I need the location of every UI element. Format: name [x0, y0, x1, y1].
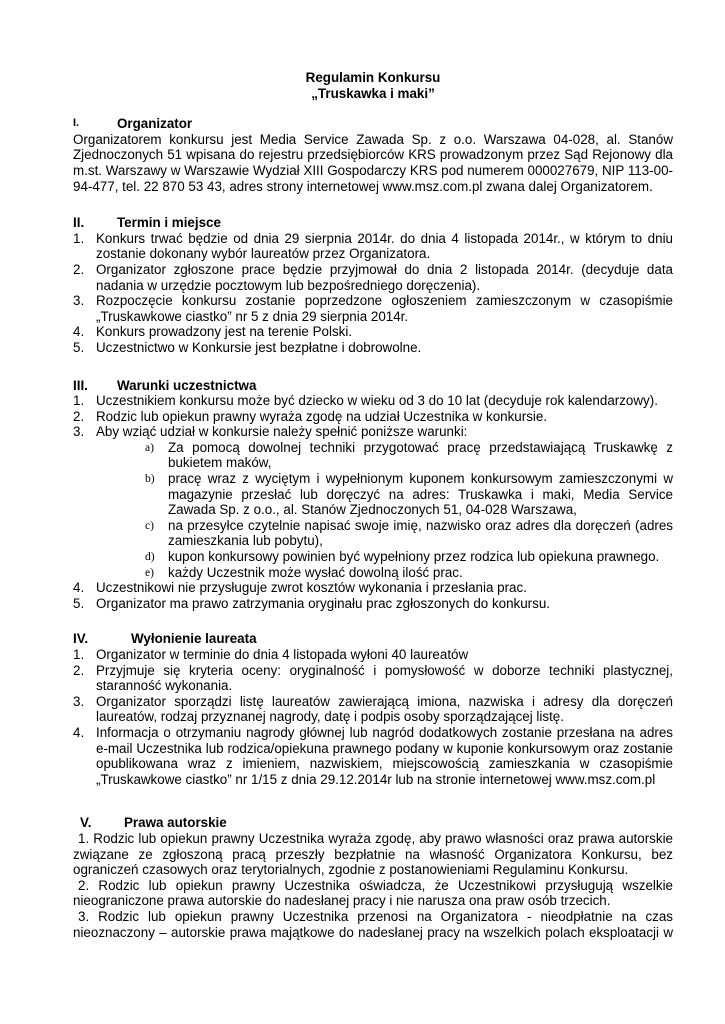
- section-number: II.: [73, 215, 85, 231]
- sublist-item: [73, 549, 673, 565]
- subitem-text: kupon konkursowy powinien być wypełniony przez rodzica lub opiekuna prawnego.: [168, 549, 660, 565]
- section-title: Termin i miejsce: [117, 215, 221, 231]
- section-title: Warunki uczestnictwa: [117, 377, 257, 393]
- item-text: Konkurs prowadzony jest na terenie Polski.: [96, 324, 353, 340]
- subitem-letter: d): [145, 551, 155, 564]
- subitem-text: pracę wraz z wyciętym i wypełnionym kuponem konkursowym zamieszczonymi w magazynie przesłać lub doręczyć na adres: Truskawka i maki, Media Service Zawada Sp. z o.o., al. Stanów Zjednoczonych 51, 04-028 Warszawa,: [168, 471, 673, 518]
- list-item: [73, 409, 673, 425]
- document-title: Regulamin Konkursu: [305, 70, 441, 85]
- item-text: Uczestnikowi nie przysługuje zwrot kosztów wykonania i przesłania prac.: [96, 580, 527, 596]
- list-item: [73, 424, 673, 440]
- item-text: Informacja o otrzymaniu nagrody głównej lub nagród dodatkowych zostanie przesłana na adres e-mail Uczestnika lub rodzica/opiekuna prawnego podany w kuponie konkursowym oraz zostanie opublikowana wraz z imieniem, nazwiskiem, miejscowością zamieszkania w czasopiśmie „Truskawkowe ciastko” nr 1/15 z dnia 29.12.2014r lub na stronie internetowej www.msz.com.pl: [96, 724, 673, 787]
- wylonienie-list: [73, 647, 673, 787]
- item-text: Rodzic lub opiekun prawny wyraża zgodę na udział Uczestnika w konkursie.: [96, 408, 548, 424]
- section-number: IV.: [73, 631, 89, 647]
- list-item: [73, 231, 673, 262]
- item-number: 1.: [73, 230, 85, 246]
- item-text: Rozpoczęcie konkursu zostanie poprzedzone ogłoszeniem zamieszczonym w czasopiśmie „Truskawkowe ciastko” nr 5 z dnia 29 sierpnia 2014r.: [96, 293, 673, 324]
- section-heading-termin: [73, 215, 673, 231]
- list-item: [73, 580, 673, 596]
- warunki-sublist: [73, 440, 673, 580]
- document-subtitle: „Truskawka i maki”: [311, 85, 435, 101]
- section-heading-prawa: [73, 815, 673, 831]
- list-item: [73, 293, 673, 324]
- subitem-letter: b): [145, 473, 155, 486]
- subitem-text: na przesyłce czytelnie napisać swoje imię, nazwisko oraz adres dla doręczeń (adres zamieszkania lub pobytu),: [168, 517, 673, 549]
- item-text: Uczestnikiem konkursu może być dziecko w wieku od 3 do 10 lat (decyduje rok kalendarzowy).: [96, 393, 658, 409]
- document-content: [73, 70, 673, 940]
- section-number: V.: [80, 815, 92, 831]
- item-number: 3.: [73, 293, 85, 309]
- sublist-item: [73, 440, 673, 471]
- section-title: Prawa autorskie: [124, 815, 227, 831]
- item-number: 4.: [73, 580, 85, 596]
- sublist-item: [73, 518, 673, 549]
- item-number: 1.: [73, 647, 85, 662]
- subitem-text: każdy Uczestnik może wysłać dowolną ilość prac.: [168, 564, 463, 580]
- list-item: [73, 725, 673, 787]
- item-number: 4.: [73, 724, 85, 740]
- rights-paragraph-1: 1. Rodzic lub opiekun prawny Uczestnika wyraża zgodę, aby prawo własności oraz prawa autorskie związane ze zgłoszoną pracą przeszły bezpłatnie na własność Organizatora Konkursu, bez ograniczeń czasowych oraz terytorialnych, zgodnie z postanowieniami Regulaminu Konkursu.: [73, 830, 673, 878]
- item-number: 3.: [73, 693, 85, 709]
- warunki-list: [73, 393, 673, 440]
- item-text: Organizator w terminie do dnia 4 listopada wyłoni 40 laureatów: [96, 647, 469, 662]
- item-text: Aby wziąć udział w konkursie należy spełnić poniższe warunki:: [96, 424, 468, 440]
- subitem-letter: a): [145, 441, 154, 454]
- section-heading-wylonienie: [73, 631, 673, 647]
- list-item: [73, 340, 673, 356]
- item-text: Konkurs trwać będzie od dnia 29 sierpnia 2014r. do dnia 4 listopada 2014r., w którym to dniu zostanie dokonany wybór laureatów przez Organizatora.: [96, 230, 673, 262]
- list-item: [73, 393, 673, 409]
- organizer-paragraph: Organizatorem konkursu jest Media Service Zawada Sp. z o.o. Warszawa 04-028, al. Stanów Zjednoczonych 51 wpisana do rejestru przedsiębiorców KRS prowadzonym przez Sąd Rejonowy dla m.st. Warszawy w Warszawie Wydział XIII Gospodarczy KRS pod numerem 000027679, NIP 113-00-94-477, tel. 22 870 53 43, adres strony internetowej www.msz.com.pl zwana dalej Organizatorem.: [73, 131, 673, 194]
- item-text: Przyjmuje się kryteria oceny: oryginalność i pomysłowość w doborze techniki plastycznej, staranność wykonania.: [96, 662, 673, 694]
- item-text: Organizator ma prawo zatrzymania oryginału prac zgłoszonych do konkursu.: [96, 595, 551, 611]
- section-title: Organizator: [117, 116, 193, 132]
- section-number: I.: [73, 117, 80, 130]
- subitem-letter: c): [145, 519, 154, 532]
- subitem-text: Za pomocą dowolnej techniki przygotować pracę przedstawiającą Truskawkę z bukietem maków,: [168, 439, 673, 471]
- list-item: [73, 596, 673, 612]
- list-item: [73, 663, 673, 694]
- section-heading-organizator: [73, 116, 673, 132]
- subitem-letter: e): [145, 566, 154, 579]
- item-text: Organizator zgłoszone prace będzie przyjmował do dnia 2 listopada 2014r. (decyduje data nadania w urzędzie pocztowym lub bezpośredniego doręczenia).: [96, 261, 673, 293]
- rights-paragraph-2: 2. Rodzic lub opiekun prawny Uczestnika oświadcza, że Uczestnikowi przysługują wszelkie nieograniczone prawa autorskie do nadesłanej pracy i nie narusza ona praw osób trzecich.: [73, 877, 673, 909]
- sublist-item: [73, 565, 673, 581]
- list-item: [73, 647, 673, 663]
- warunki-list-continued: [73, 580, 673, 611]
- item-number: 1.: [73, 393, 85, 409]
- item-text: Uczestnictwo w Konkursie jest bezpłatne i dobrowolne.: [96, 339, 422, 355]
- section-heading-warunki: [73, 378, 673, 394]
- list-item: [73, 694, 673, 725]
- item-number: 5.: [73, 339, 85, 355]
- item-number: 2.: [73, 408, 85, 424]
- termin-list: [73, 231, 673, 356]
- item-text: Organizator sporządzi listę laureatów zawierającą imiona, nazwiska i adresy dla doręczeń laureatów, rodzaj przyznanej nagrody, datę i podpis osoby sporządzającej listę.: [96, 693, 673, 725]
- list-item: [73, 324, 673, 340]
- item-number: 4.: [73, 324, 85, 340]
- rights-paragraph-3: 3. Rodzic lub opiekun prawny Uczestnika przenosi na Organizatora - nieodpłatnie na czas nieoznaczony – autorskie prawa majątkowe do nadesłanej pracy na wszelkich polach eksploatacji w: [73, 908, 673, 940]
- section-number: III.: [73, 377, 88, 393]
- sublist-item: [73, 471, 673, 518]
- item-number: 5.: [73, 595, 85, 611]
- item-number: 2.: [73, 662, 85, 678]
- item-number: 3.: [73, 424, 85, 440]
- section-title: Wyłonienie laureata: [131, 631, 257, 647]
- list-item: [73, 262, 673, 293]
- item-number: 2.: [73, 261, 85, 277]
